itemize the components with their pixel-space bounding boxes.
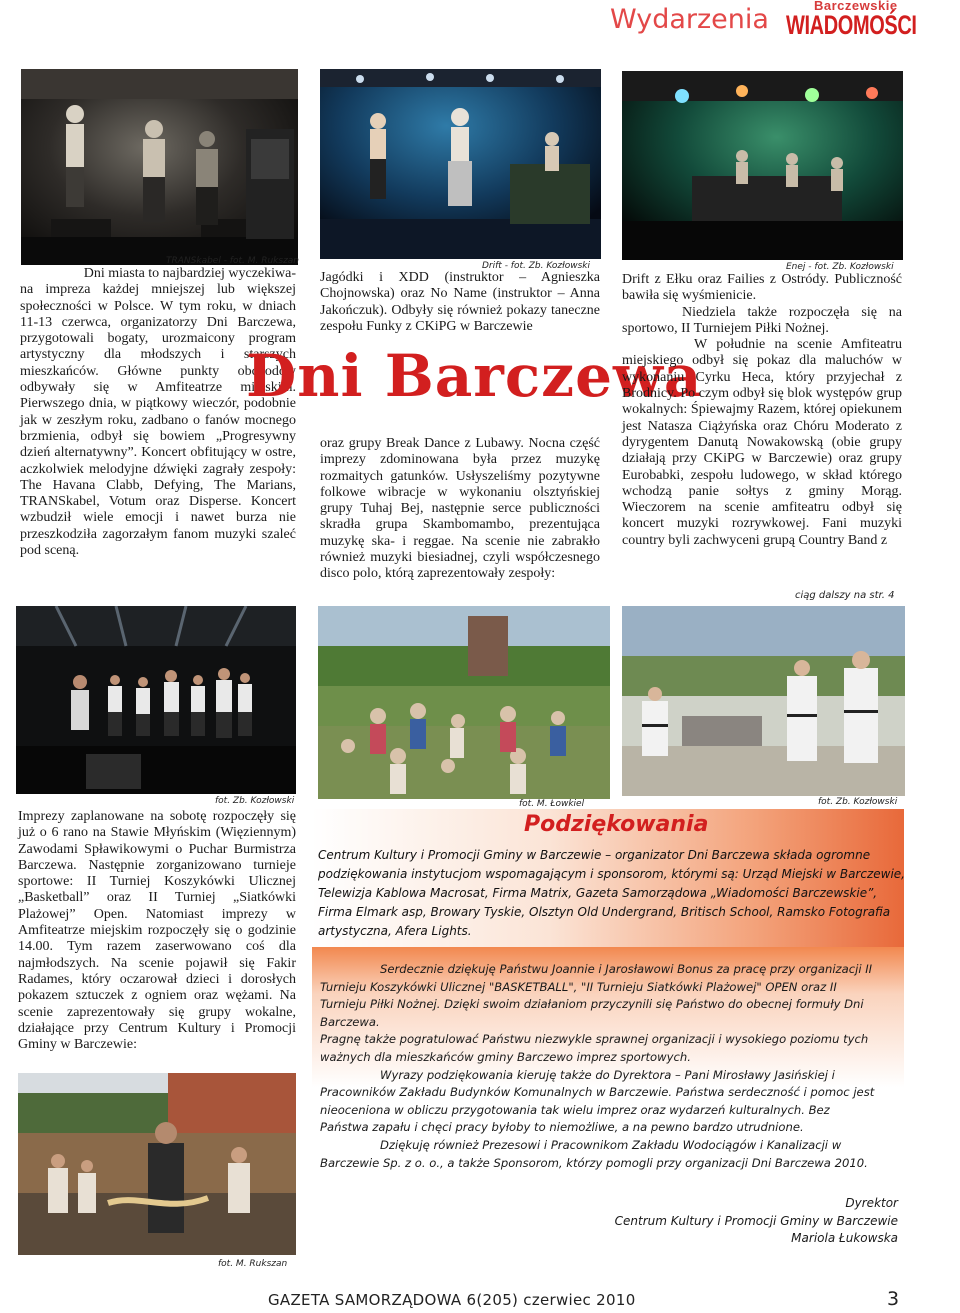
photo-transkabel-band — [21, 69, 298, 265]
section-title: Wydarzenia — [610, 4, 769, 35]
article-col1-top — [20, 266, 296, 559]
caption-dancers: fot. M. Łowkiel — [519, 799, 585, 809]
photo-fakir-snakes — [18, 1073, 296, 1255]
article-col3-p1: Drift z Ełku oraz Failies z Ostródy. Publiczność bawiła się wyśmienicie. — [622, 272, 902, 304]
caption-enej: Enej - fot. Zb. Kozłowski — [786, 262, 894, 272]
footer-title: GAZETA SAMORZĄDOWA 6(205) czerwiec 2010 — [268, 1291, 636, 1309]
caption-drift: Drift - fot. Zb. Kozłowski — [482, 261, 590, 271]
footer-bar — [0, 1281, 960, 1313]
article-col3 — [622, 272, 902, 549]
article-col2-top: Jagódki i XDD (instruktor – Agnieszka Chojnowska) oraz No Name (instruktor – Anna Jakończuk). Odbyły się również pokazy taneczne zespołu Funky z CKiPG w Barczewie — [320, 270, 600, 334]
caption-snakes: fot. M. Rukszan — [218, 1259, 288, 1269]
logo-top: Barczewskie — [814, 0, 898, 13]
article-col2-bottom: oraz grupy Break Dance z Lubawy. Nocna część imprezy zdominowana była przez muzykę rozmaitych gatunków. Usłyszeliśmy pozytywne folkowe wibracje w wykonaniu olsztyńskiej grupy Tuhaj Bej, następnie serce publiczności skradła grupa Skambomambo, prezentująca muzykę ska- i reggae. Na scenie nie zabrakło również muzyki biesiadnej, czyli współczesnego disco polo, którą zaprezentowały zespoły: — [320, 436, 600, 582]
thanks-p2: Pragnę także pogratulować Państwu niezwykle sprawnej organizacji i wysokiego poziomu tych ważnych dla mieszkańców gminy Barczewo imprez sportowych. — [320, 1032, 869, 1064]
photo-children-stage — [16, 606, 296, 794]
thanks-p1: Serdecznie dziękuję Państwu Joannie i Jarosławowi Bonus za pracę przy organizacji II Turnieju Koszykówki Ulicznej "BASKETBALL", "II Turnieju Siatkówki Plażowej" OPEN oraz II Turnieju Piłki Nożnej. Dzięki swoim działaniom przyczynili się Państwo do obecnej formuły Dni Barczewa. — [320, 962, 873, 1029]
photo-enej-concert — [622, 71, 903, 260]
photo-dancers-outdoor — [318, 606, 610, 799]
logo-bottom: WIADOMOŚCI — [786, 10, 917, 40]
page-number: 3 — [887, 1288, 900, 1310]
thanks-signature — [600, 1195, 898, 1248]
signature-name: Mariola Łukowska — [791, 1231, 898, 1245]
article-col1-bottom: Imprezy zaplanowane na sobotę rozpoczęły się już o 6 rano na Stawie Młyńskim (Więziennym) Zawodami Spławikowymi o Puchar Burmistrza Barczewa. Następnie zorganizowano turnieje sportowe: II Turniej Koszykówki Ulicznej „Basketball” oraz II Turniej „Siatkówki Plażowej” Open. Natomiast imprezy w Amfiteatrze miejskim rozpoczęły się o godzinie 14.00. Tym razem zaserwowano coś dla najmłodszych. Na scenie pojawił się Fakir Radames, który oczarował dzieci i dorosłych pokazem sztuczek z ogniem oraz wężami. Na scenie zaprezentowały się grupy wokalne, działające przy Centrum Kultury i Promocji Gminy w Barczewie: — [18, 809, 296, 1053]
newspaper-logo — [786, 0, 917, 44]
signature-role: Dyrektor — [845, 1196, 898, 1210]
signature-org: Centrum Kultury i Promocji Gminy w Barczewie — [614, 1213, 898, 1228]
article-col1-p2: na impreza każdej mniejszej lub większej społeczności w Polsce. W tym roku, w dniach 11-13 czerwca, organizatorzy Dni Barczewa, przygotowali bogaty, urozmaicony program artystyczny dla młodszych i starszych mieszkańców. Główne punkty obchodów odbywały się w Amfiteatrze miejskim. Pierwszego dnia, w piątkowy wieczór, podobnie jak w zeszłym roku, zadbano o fanów mocnego brzmienia, odbył się bowiem „Progresywny dzień alternatywny”. Koncert obfitujący w ostre, aczkolwiek melodyjne dźwięki zagrały zespoły: The Havana Clabb, Defying, The Marians, TRANSkabel, Votum oraz Disperse. Koncert wzbudził wiele emocji i nawet burza nie przeszkodziła zagorzałym fanom muzyki szaleć pod sceną. — [20, 282, 296, 559]
photo-drift-dance — [320, 69, 601, 259]
thanks-p4: Dziękuję również Prezesowi i Pracownikom Zakładu Wodociągów i Kanalizacji w Barczewie Sp. z o. o., a także Sponsorom, którzy pomogli przy organizacji Dni Barczewa 2010. — [320, 1137, 868, 1170]
caption-karate: fot. Zb. Kozłowski — [818, 797, 898, 807]
article-col3-p3: W południe na scenie Amfiteatru miejskiego odbył się pokaz dla maluchów w wykonaniu Cyrku Heca, który przyjechał z Brodnicy. Po czym odbył się blok występów grup wokalnych: Śpiewajmy Razem, której opiekunem jest Natasza Ciążyńska oraz Chóru Moderato z dyrygentem Danutą Nowakowską (obie grupy działają przy CKiPG w Barczewie) oraz grupy Eurobabki, zespołu ludowego, w skład którego wchodzą panie sołtys z gminy Morąg. Wieczorem na scenie amfiteatru odbył się koncert muzyki rozrywkowej. Fani muzyki country byli zachwyceni grupą Country Band z — [622, 337, 902, 548]
thanks-letter — [320, 961, 880, 1172]
article-col1-p1: Dni miasta to najbardziej wyczekiwa- — [83, 266, 296, 281]
thanks-p3: Wyrazy podziękowania kieruję także do Dyrektora – Pani Mirosławy Jasińskiej i Pracowników Zakładu Budynków Komunalnych w Barczewie. Państwa serdeczność i pomoc jest nieoceniona w obliczu przygotowania tak wielu imprez oraz wydarzeń kulturalnych. Bez Państwa zapału i chęci pracy byłoby to niemożliwe, a na pewno bardzo utrudnione. — [320, 1067, 875, 1135]
photo-karate-show — [622, 606, 905, 796]
headline-dni-barczewa: Dni Barczewa — [246, 342, 703, 410]
caption-transkabel: TRANSkabel - fot. M. Rukszan — [166, 256, 300, 266]
thanks-title: Podziękowania — [524, 812, 709, 837]
thanks-intro: Centrum Kultury i Promocji Gminy w Barczewie – organizator Dni Barczewa składa ogromne podziękowania instytucjom wspomagającym i sponsorom, którymi są: Urząd Miejski w Barczewie, Telewizja Kablowa Macrosat, Firma Matrix, Gazeta Samorządowa „Wiadomości Barczewskie”, Firma Elmark asp, Browary Tyskie, Olsztyn Old Undergrand, Britisch School, Ramsko Fotografia artystyczna, Afera Lights. — [318, 848, 905, 938]
caption-children-stage: fot. Zb. Kozłowski — [215, 796, 295, 806]
continued-note: ciąg dalszy na str. 4 — [795, 590, 895, 601]
article-col3-p2: Niedziela także rozpoczęła się na sportowo, II Turniejem Piłki Nożnej. — [622, 304, 902, 336]
